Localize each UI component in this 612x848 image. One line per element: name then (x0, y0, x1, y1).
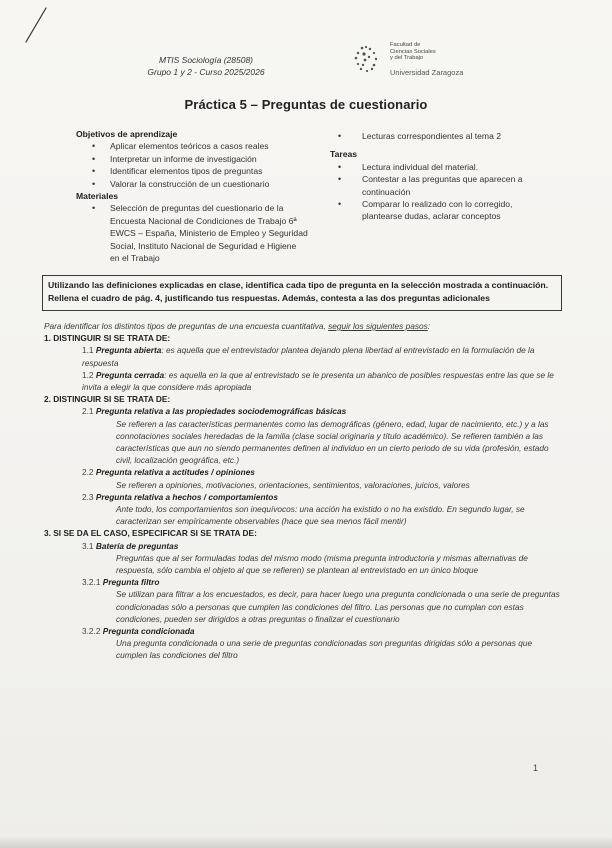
tasks-heading: Tareas (330, 149, 358, 160)
section-heading: 1. DISTINGUIR SI SE TRATA DE: (44, 333, 171, 344)
task-item: • Contestar a las preguntas que aparecen a continuación (330, 173, 550, 198)
faculty-name: Facultad de Ciencias Sociales y del Trabajo (390, 42, 436, 62)
objective-item: • Interpretar un informe de investigación (76, 153, 308, 165)
definition-item: 1.2 Pregunta cerrada: es aquella en la que al entrevistado se le presenta un abanico de posibles respuestas entre las que se le invita a elegir la que considere más apropiada (82, 369, 554, 393)
page-title: Práctica 5 – Preguntas de cuestionario (184, 97, 428, 112)
materials-heading: Materiales (76, 191, 119, 202)
objective-item: • Aplicar elementos teóricos a casos reales (76, 140, 308, 152)
definition-item: 1.1 Pregunta abierta: es aquella que el entrevistador plantea dejando plena libertad al entrevistado en la formulación de la respuesta (82, 345, 535, 368)
scan-edge-shadow (0, 836, 612, 848)
definition-label: 3.2.1 Pregunta filtro (82, 577, 160, 588)
instructions-box: Utilizando las definiciones explicadas en clase, identifica cada tipo de pregunta en la selección mostrada a continuación. Rellena el cuadro de pág. 4, justificando tus respuestas. Además, contesta a las dos preguntas adicionales (42, 275, 562, 311)
material-item: • Selección de preguntas del cuestionario de la Encuesta Nacional de Condiciones de Trabajo 6ª EWCS – España, Ministerio de Empleo y Seguridad Social, Instituto Nacional de Seguridad e Higiene en el Trabajo (76, 202, 308, 264)
task-item: • Lectura individual del material. (330, 161, 550, 173)
left-column (76, 128, 308, 264)
definition-text: Una pregunta condicionada o una serie de preguntas condicionadas son preguntas dirigidas sólo a personas que cumplen las condiciones del filtro (116, 638, 533, 661)
university-name: Universidad Zaragoza (390, 68, 464, 77)
instructions-body (44, 320, 560, 662)
definition-label: 3.2.2 Pregunta condicionada (82, 626, 195, 637)
section-heading: 3. SI SE DA EL CASO, ESPECIFICAR SI SE TRATA DE: (44, 528, 257, 539)
intro-underlined: seguir los siguientes pasos (328, 321, 428, 331)
faculty-header (352, 42, 482, 78)
course-name: MTIS Sociología (28508) (158, 55, 254, 65)
definition-text: Preguntas que al ser formuladas todas del mismo modo (misma pregunta introductoria y mismas alternativas de respuesta, sólo cambia el objeto al que se refieren) se plantean al entrevistado en un único bloque (116, 552, 528, 576)
course-group: Grupo 1 y 2 - Curso 2025/2026 (147, 67, 265, 77)
definition-label: 2.2 Pregunta relativa a actitudes / opiniones (82, 467, 255, 478)
definition-label: 3.1 Batería de preguntas (82, 540, 179, 551)
definition-text: Se refieren a opiniones, motivaciones, orientaciones, sentimientos, valoraciones, juicios, valores (116, 479, 470, 490)
objectives-heading: Objetivos de aprendizaje (76, 129, 178, 139)
objective-item: • Identificar elementos tipos de preguntas (76, 165, 308, 177)
course-header (136, 54, 276, 78)
page-number: 1 (533, 763, 539, 773)
definition-text: Se utilizan para filtrar a los encuestados, es decir, para hacer luego una pregunta condicionada o una serie de preguntas condicionadas sólo a personas que cumplen las condiciones del filtro. Las personas que no cumplan con estas condiciones, pueden ser dirigidos a otras preguntas o finalizar el cuestionario (116, 589, 560, 624)
definition-text: Ante todo, los comportamientos son inequívocos: una acción ha existido o no ha existido. En segundo lugar, se caracterizan ser empíricamente observables (hace que sea menos fácil mentir) (116, 504, 525, 527)
definition-label: 2.3 Pregunta relativa a hechos / comportamientos (82, 491, 278, 502)
intro-paragraph: Para identificar los distintos tipos de preguntas de una encuesta cuantitativa, seguir los siguientes pasos: (44, 321, 431, 331)
definition-label: 2.1 Pregunta relativa a las propiedades sociodemográficas básicas (82, 406, 347, 417)
faculty-logo-icon (352, 44, 384, 76)
right-column (330, 130, 550, 223)
pen-mark-icon (22, 6, 48, 46)
task-item: • Comparar lo realizado con lo corregido, plantearse dudas, aclarar conceptos (330, 198, 550, 223)
section-heading: 2. DISTINGUIR SI SE TRATA DE: (44, 394, 171, 405)
definition-text: Se refieren a las características permanentes como las demográficas (género, edad, lugar de nacimiento, etc.) y a las connotaciones sociales heredadas de la familia (clase social originaria y título académico). Se refieren también a las características que aun no siendo permanentes definen al individuo en un cierto periodo de su vida (profesión, estado civil, localización geográfica, etc.) (116, 418, 549, 466)
readings-item: • Lecturas correspondientes al tema 2 (330, 130, 550, 142)
objective-item: • Valorar la construcción de un cuestionario (76, 178, 308, 190)
